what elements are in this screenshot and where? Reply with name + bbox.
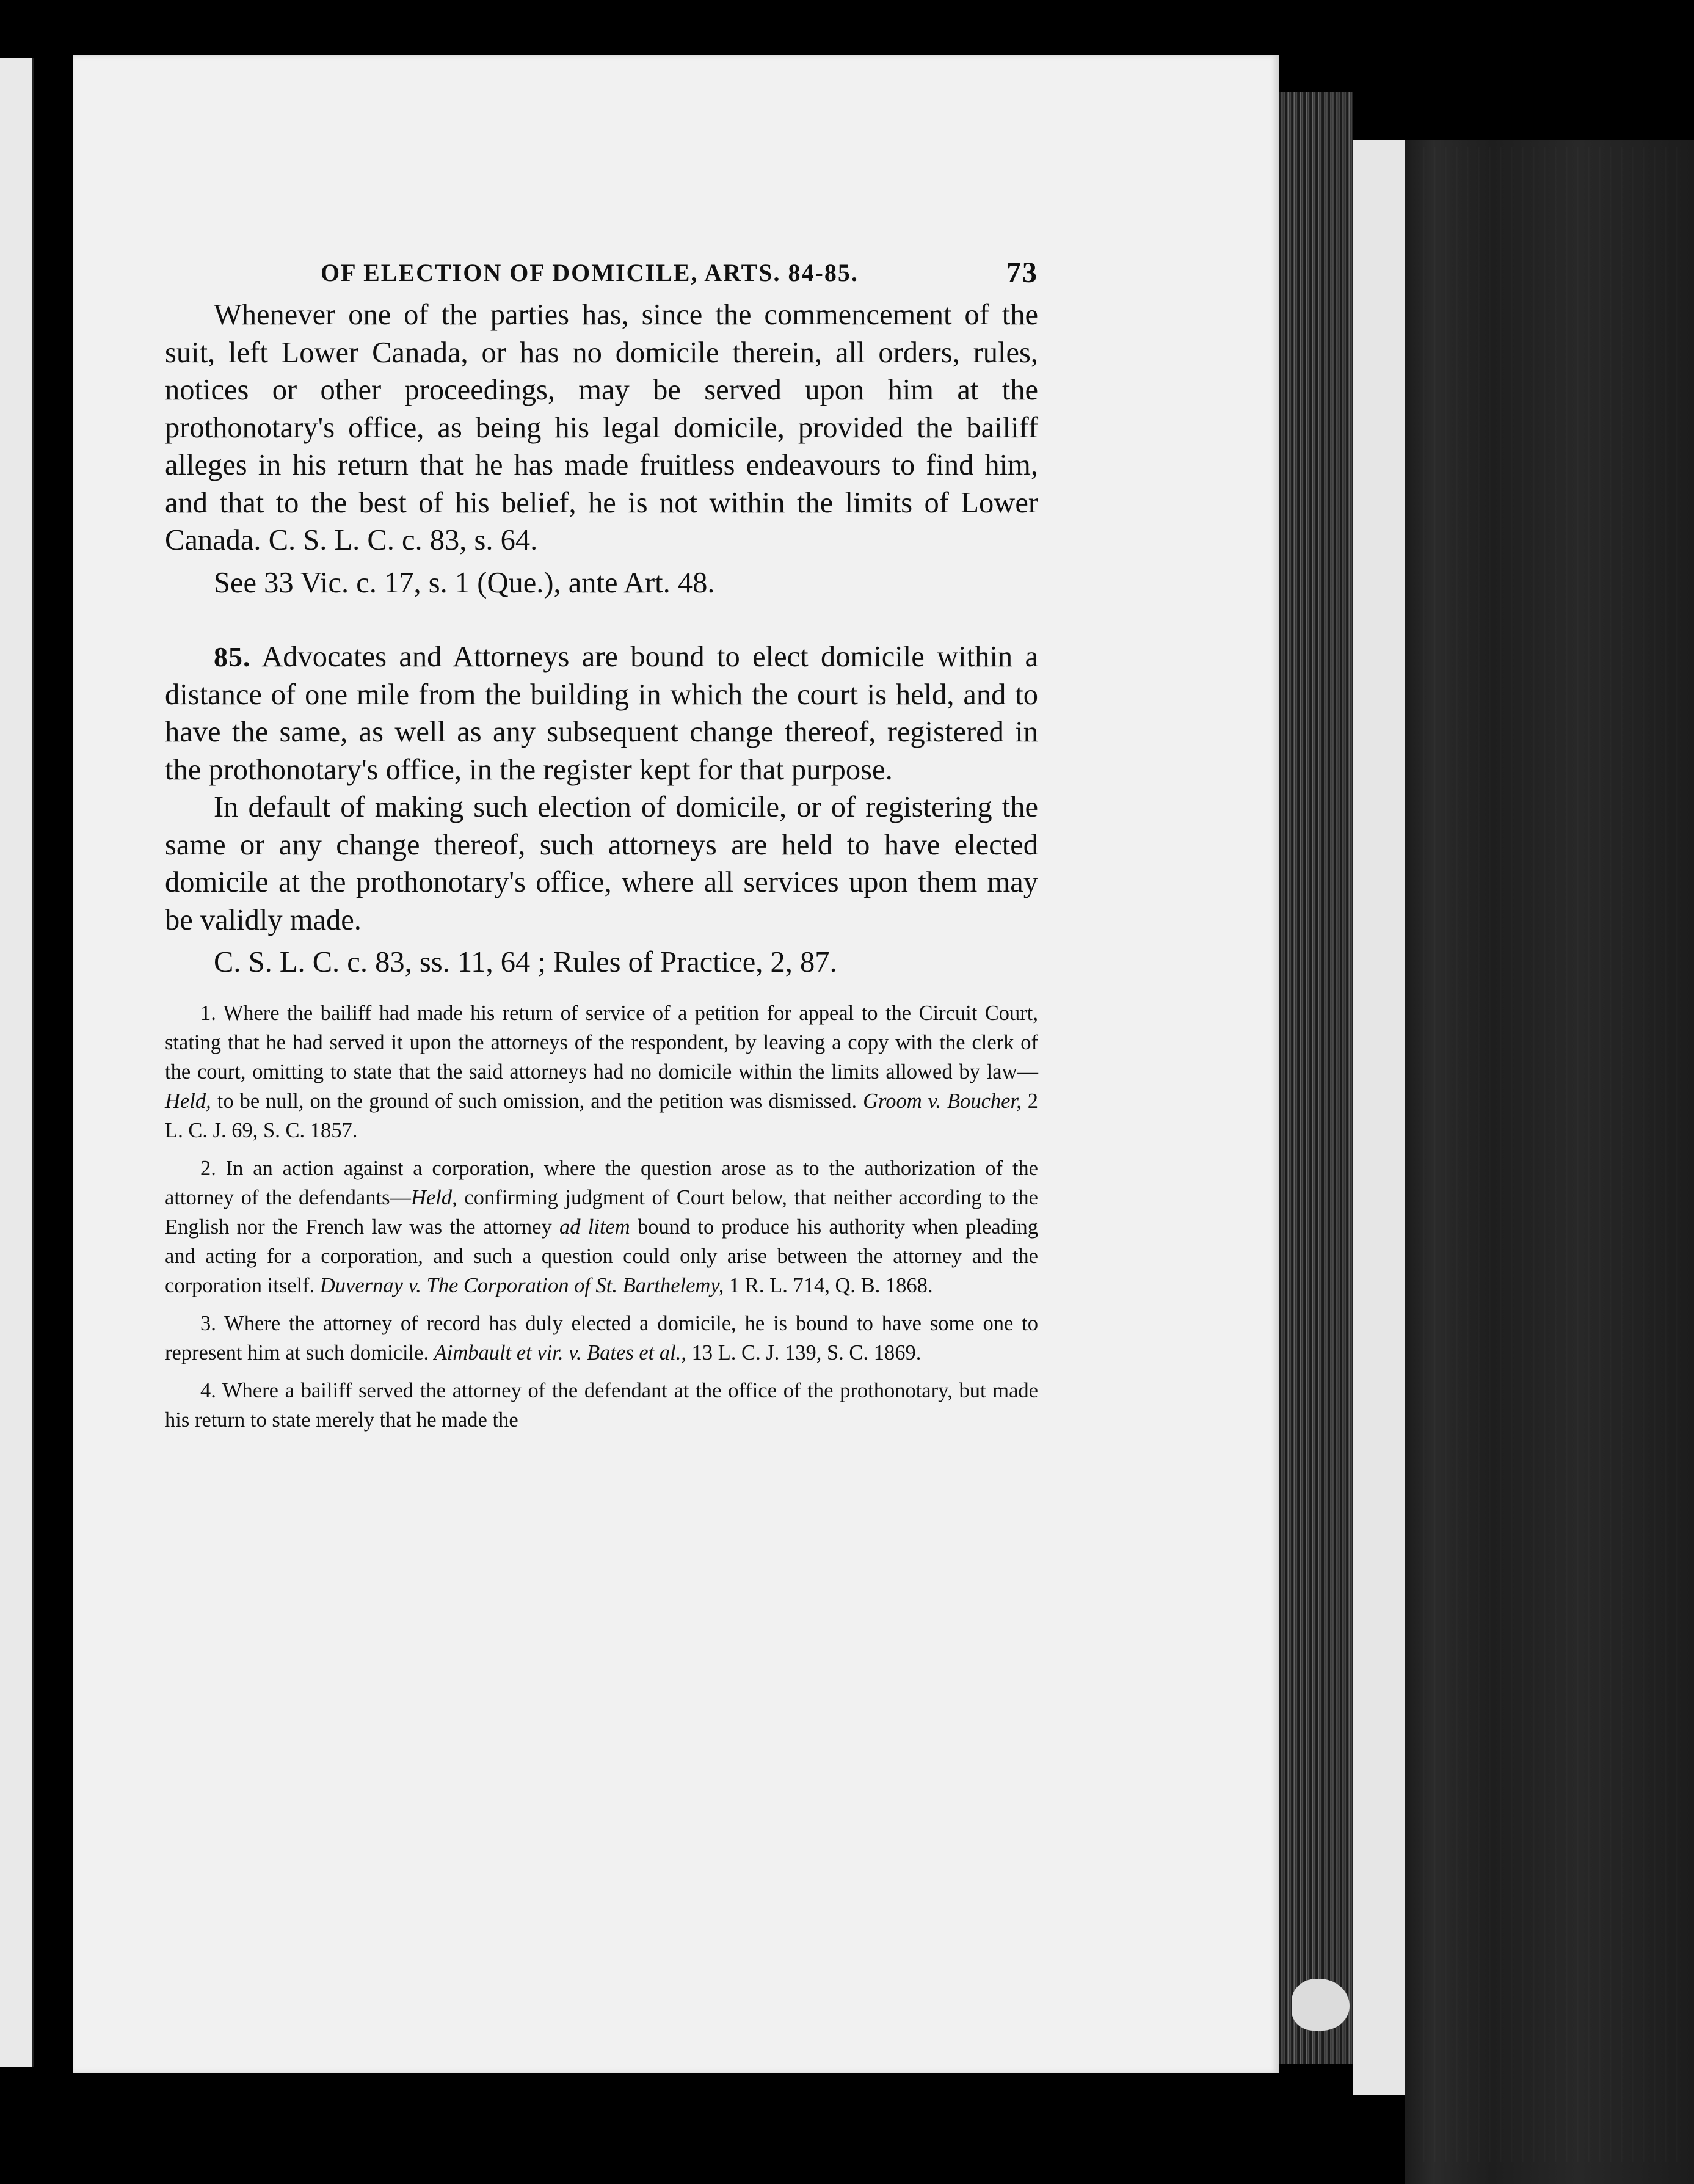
article-85-citation: C. S. L. C. c. 83, ss. 11, 64 ; Rules of Practice, 2, 87. <box>214 946 837 978</box>
article-85-paragraph-1 <box>165 638 1038 788</box>
article-85-text-1: Advocates and Attorneys are bound to elect domicile within a distance of one mile from the building in which the court is held, and to have the same, as well as any subsequent change thereof, registered in the prothonotary's office, in the register kept for that purpose. <box>165 641 1039 786</box>
note-2 <box>165 1154 1038 1300</box>
article-84-citation: C. S. L. C. c. 83, s. 64. <box>268 524 538 556</box>
note-2-case: Duvernay v. The Corporation of St. Barthelemy, <box>319 1273 724 1297</box>
fore-edge-pages <box>1279 92 1353 2064</box>
page-stack-texture <box>1423 147 1679 2162</box>
page-content <box>165 247 1038 1443</box>
note-2-text-2: confirming judgment of Court below, that neither according to the English nor the French law was the attorney <box>165 1185 1038 1239</box>
article-number: 85. <box>214 641 251 672</box>
see-also: See 33 Vic. c. 17, s. 1 (Que.), ante Art. 48. <box>214 566 715 599</box>
note-1-case: Groom v. Boucher, <box>863 1089 1022 1113</box>
article-84-paragraph <box>165 296 1038 559</box>
note-2-held: Held, <box>411 1185 457 1209</box>
note-1-text: 1. Where the bailiff had made his return of service of a petition for appeal to the Circuit Court, stating that he had served it upon the attorneys of the respondent, by leaving a copy with the clerk of the court, omitting to state that the said attorneys had no domicile within the limits allowed by law— <box>165 1001 1038 1083</box>
note-2-text: 2. In an action against a corporation, where the question arose as to the authorization of the attorney of the defendants— <box>165 1156 1038 1209</box>
article-85-paragraph-2: In default of making such election of domicile, or of registering the same or any change thereof, such attorneys are held to have elected domicile at the prothonotary's office, where all services upon them may be validly made. <box>165 791 1038 936</box>
note-3-case: Aimbault et vir. v. Bates et al., <box>434 1341 686 1364</box>
page-number: 73 <box>1006 257 1038 289</box>
note-4 <box>165 1376 1038 1435</box>
note-1-held: Held, <box>165 1089 211 1113</box>
note-2-ad-litem: ad litem <box>559 1215 630 1239</box>
note-1-text-2: to be null, on the ground of such omission, and the petition was dismissed. <box>211 1089 863 1113</box>
note-1 <box>165 999 1038 1145</box>
note-3-ref: 13 L. C. J. 139, S. C. 1869. <box>686 1341 922 1364</box>
note-2-ref: 1 R. L. 714, Q. B. 1868. <box>724 1273 933 1297</box>
note-3-text: 3. Where the attorney of record has duly elected a domicile, he is bound to have some one to represent him at such domicile. <box>165 1311 1038 1364</box>
case-notes <box>165 999 1038 1435</box>
note-4-text: 4. Where a bailiff served the attorney of the defendant at the office of the prothonotary, but made his return to state merely that he made the <box>165 1378 1038 1432</box>
article-84-text: Whenever one of the parties has, since the commencement of the suit, left Lower Canada, or has no domicile therein, all orders, rules, notices or other proceedings, may be served upon him at the prothonotary's office, as being his legal domicile, provided the bailiff alleges in his return that he has made fruitless endeavours to find him, and that to the best of his belief, he is not within the limits of Lower Canada. <box>165 299 1038 556</box>
note-1-ref: 2 L. C. J. 69, S. C. 1857. <box>165 1089 1039 1142</box>
paper-tear <box>1292 1979 1350 2031</box>
spacer <box>165 602 1038 638</box>
facing-page-edge <box>0 58 34 2067</box>
running-head-title: OF ELECTION OF DOMICILE, ARTS. 84-85. <box>321 259 859 286</box>
note-3 <box>165 1309 1038 1367</box>
running-head <box>165 247 1038 296</box>
note-2-text-3: bound to produce his authority when pleading and acting for a corporation, and such a question could only arise between the attorney and the corporation itself. <box>165 1215 1038 1297</box>
